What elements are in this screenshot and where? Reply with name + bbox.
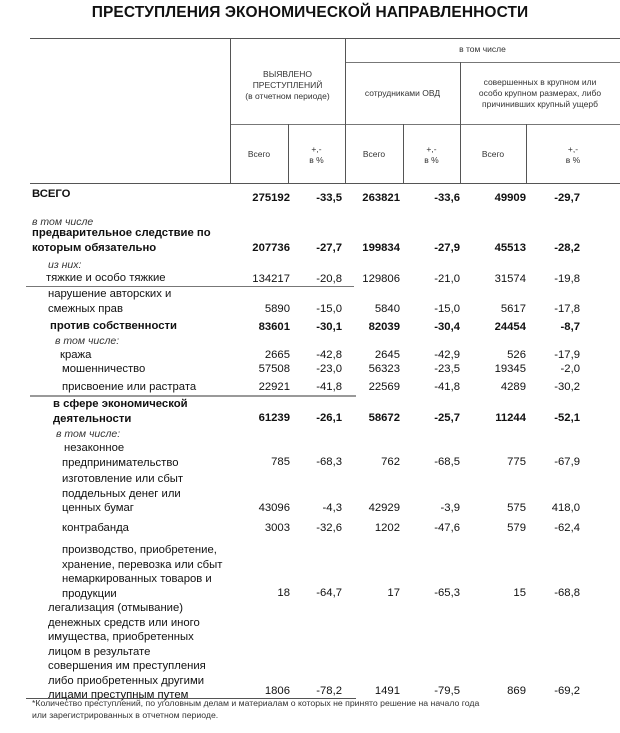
header-total: Всего (362, 149, 386, 159)
row-label: легализация (отмывание) денежных средств или иного имущества, приобретенных лицом в результате совершения им преступления либо приобретенных другими лицами преступным путем (48, 602, 206, 701)
cell-value: -33,6 (434, 192, 460, 204)
row-label: в сфере экономической деятельности (53, 398, 188, 425)
cell-value: 31574 (494, 273, 526, 285)
cell-value: -20,8 (316, 273, 342, 285)
cell-value: -65,3 (434, 587, 460, 599)
table-row (230, 241, 620, 255)
table-row (230, 191, 620, 205)
table-row (230, 501, 620, 515)
table-row (230, 455, 620, 469)
table-row (230, 411, 620, 425)
col-divider (345, 38, 346, 184)
cell-value: -68,3 (316, 456, 342, 468)
cell-value: 18 (277, 587, 290, 599)
cell-value: 43096 (258, 502, 290, 514)
cell-value: 1491 (374, 685, 400, 697)
cell-value: -25,7 (434, 412, 460, 424)
cell-value: -29,7 (554, 192, 580, 204)
cell-value: 24454 (494, 321, 526, 333)
cell-value: -62,4 (554, 522, 580, 534)
row-note: в том числе: (56, 428, 121, 440)
header-total: Всего (481, 149, 505, 159)
row-label: предварительное следствие по которым обязательно (32, 227, 211, 254)
row-label: кража (60, 349, 92, 361)
cell-value: -21,0 (434, 273, 460, 285)
cell-value: -3,9 (440, 502, 460, 514)
table-row (230, 362, 620, 376)
header-including: в том числе (459, 44, 506, 54)
row-label: ВСЕГО (32, 188, 71, 200)
cell-value: -78,2 (316, 685, 342, 697)
header-large-scale: совершенных в крупном или особо крупном размерах, либо причинивших крупный ущерб (478, 77, 602, 109)
cell-value: -15,0 (434, 303, 460, 315)
cell-value: 762 (381, 456, 400, 468)
table-row (230, 348, 620, 362)
header-detected: ВЫЯВЛЕНО ПРЕСТУПЛЕНИЙ (в отчетном периоде) (245, 69, 330, 101)
col-divider (230, 38, 231, 184)
cell-value: 418,0 (551, 502, 580, 514)
cell-value: 1202 (374, 522, 400, 534)
cell-value: 82039 (368, 321, 400, 333)
cell-value: 49909 (494, 192, 526, 204)
cell-value: -30,2 (554, 381, 580, 393)
cell-value: 83601 (258, 321, 290, 333)
table-row (230, 380, 620, 394)
cell-value: 5890 (264, 303, 290, 315)
cell-value: -41,8 (434, 381, 460, 393)
row-note: в том числе (32, 216, 94, 228)
cell-value: -69,2 (554, 685, 580, 697)
cell-value: 61239 (258, 412, 290, 424)
row-label: мошенничество (62, 363, 146, 375)
cell-value: -27,7 (316, 242, 342, 254)
cell-value: 775 (507, 456, 526, 468)
row-label: против собственности (50, 320, 177, 332)
cell-value: 3003 (264, 522, 290, 534)
cell-value: -19,8 (554, 273, 580, 285)
cell-value: -68,8 (554, 587, 580, 599)
row-note: в том числе: (55, 335, 120, 347)
cell-value: 129806 (362, 273, 400, 285)
cell-value: -26,1 (316, 412, 342, 424)
cell-value: -64,7 (316, 587, 342, 599)
cell-value: 56323 (368, 363, 400, 375)
row-label: изготовление или сбыт поддельных денег или ценных бумаг (62, 473, 184, 514)
header-change: +,- в % (424, 144, 439, 165)
cell-value: 22569 (368, 381, 400, 393)
table-row (230, 320, 620, 334)
cell-value: -17,8 (554, 303, 580, 315)
row-label: нарушение авторских и смежных прав (48, 288, 172, 315)
cell-value: -41,8 (316, 381, 342, 393)
cell-value: 263821 (362, 192, 400, 204)
cell-value: -23,5 (434, 363, 460, 375)
cell-value: 1806 (264, 685, 290, 697)
table-row (230, 272, 620, 286)
cell-value: -15,0 (316, 303, 342, 315)
cell-value: 17 (387, 587, 400, 599)
cell-value: 2645 (374, 349, 400, 361)
cell-value: 575 (507, 502, 526, 514)
cell-value: -42,9 (434, 349, 460, 361)
cell-value: 42929 (368, 502, 400, 514)
row-label: тяжкие и особо тяжкие (46, 272, 166, 284)
cell-value: 58672 (368, 412, 400, 424)
cell-value: -23,0 (316, 363, 342, 375)
cell-value: -68,5 (434, 456, 460, 468)
table-row (230, 586, 620, 600)
footnote: *Количество преступлений, по уголовным делам и материалам о которых не принято решение на начало года или зарегистрированных в отчетном периоде. (32, 698, 480, 720)
cell-value: -47,6 (434, 522, 460, 534)
cell-value: -32,6 (316, 522, 342, 534)
row-note: из них: (48, 259, 82, 271)
header-bottom-border (30, 183, 620, 184)
row-label: контрабанда (62, 522, 129, 534)
page-title: ПРЕСТУПЛЕНИЯ ЭКОНОМИЧЕСКОЙ НАПРАВЛЕННОСТИ (91, 4, 529, 21)
header-change: +,- в % (309, 144, 324, 165)
cell-value: -79,5 (434, 685, 460, 697)
cell-value: 57508 (258, 363, 290, 375)
cell-value: -27,9 (434, 242, 460, 254)
cell-value: 526 (507, 349, 526, 361)
header-by-ovd: сотрудниками ОВД (364, 88, 441, 98)
cell-value: 15 (513, 587, 526, 599)
cell-value: -33,5 (316, 192, 342, 204)
cell-value: -30,4 (434, 321, 460, 333)
table-row (230, 521, 620, 535)
cell-value: 22921 (258, 381, 290, 393)
table-row (230, 302, 620, 316)
cell-value: 5617 (500, 303, 526, 315)
cell-value: 134217 (252, 273, 290, 285)
cell-value: 785 (271, 456, 290, 468)
header-total: Всего (247, 149, 271, 159)
cell-value: -8,7 (560, 321, 580, 333)
cell-value: 869 (507, 685, 526, 697)
cell-value: 4289 (500, 381, 526, 393)
cell-value: 579 (507, 522, 526, 534)
cell-value: 207736 (252, 242, 290, 254)
cell-value: 45513 (494, 242, 526, 254)
cell-value: 5840 (374, 303, 400, 315)
table-row (230, 684, 620, 698)
row-label: присвоение или растрата (62, 381, 197, 393)
cell-value: 11244 (495, 412, 526, 424)
cell-value: -17,9 (554, 349, 580, 361)
cell-value: 2665 (264, 349, 290, 361)
cell-value: -28,2 (554, 242, 580, 254)
row-label: производство, приобретение, хранение, перевозка или сбыт немаркированных товаров и продукции (62, 544, 223, 600)
cell-value: -42,8 (316, 349, 342, 361)
header-change: +,- в % (565, 144, 581, 165)
cell-value: -4,3 (322, 502, 342, 514)
subheader-divider (345, 62, 620, 63)
cell-value: 199834 (362, 242, 400, 254)
cell-value: 275192 (252, 192, 290, 204)
cell-value: -2,0 (560, 363, 580, 375)
cell-value: -67,9 (554, 456, 580, 468)
cell-value: -52,1 (554, 412, 580, 424)
cell-value: -30,1 (316, 321, 342, 333)
table-top-border (30, 38, 620, 39)
cell-value: 19345 (494, 363, 526, 375)
row-label: незаконное предпринимательство (62, 442, 179, 469)
